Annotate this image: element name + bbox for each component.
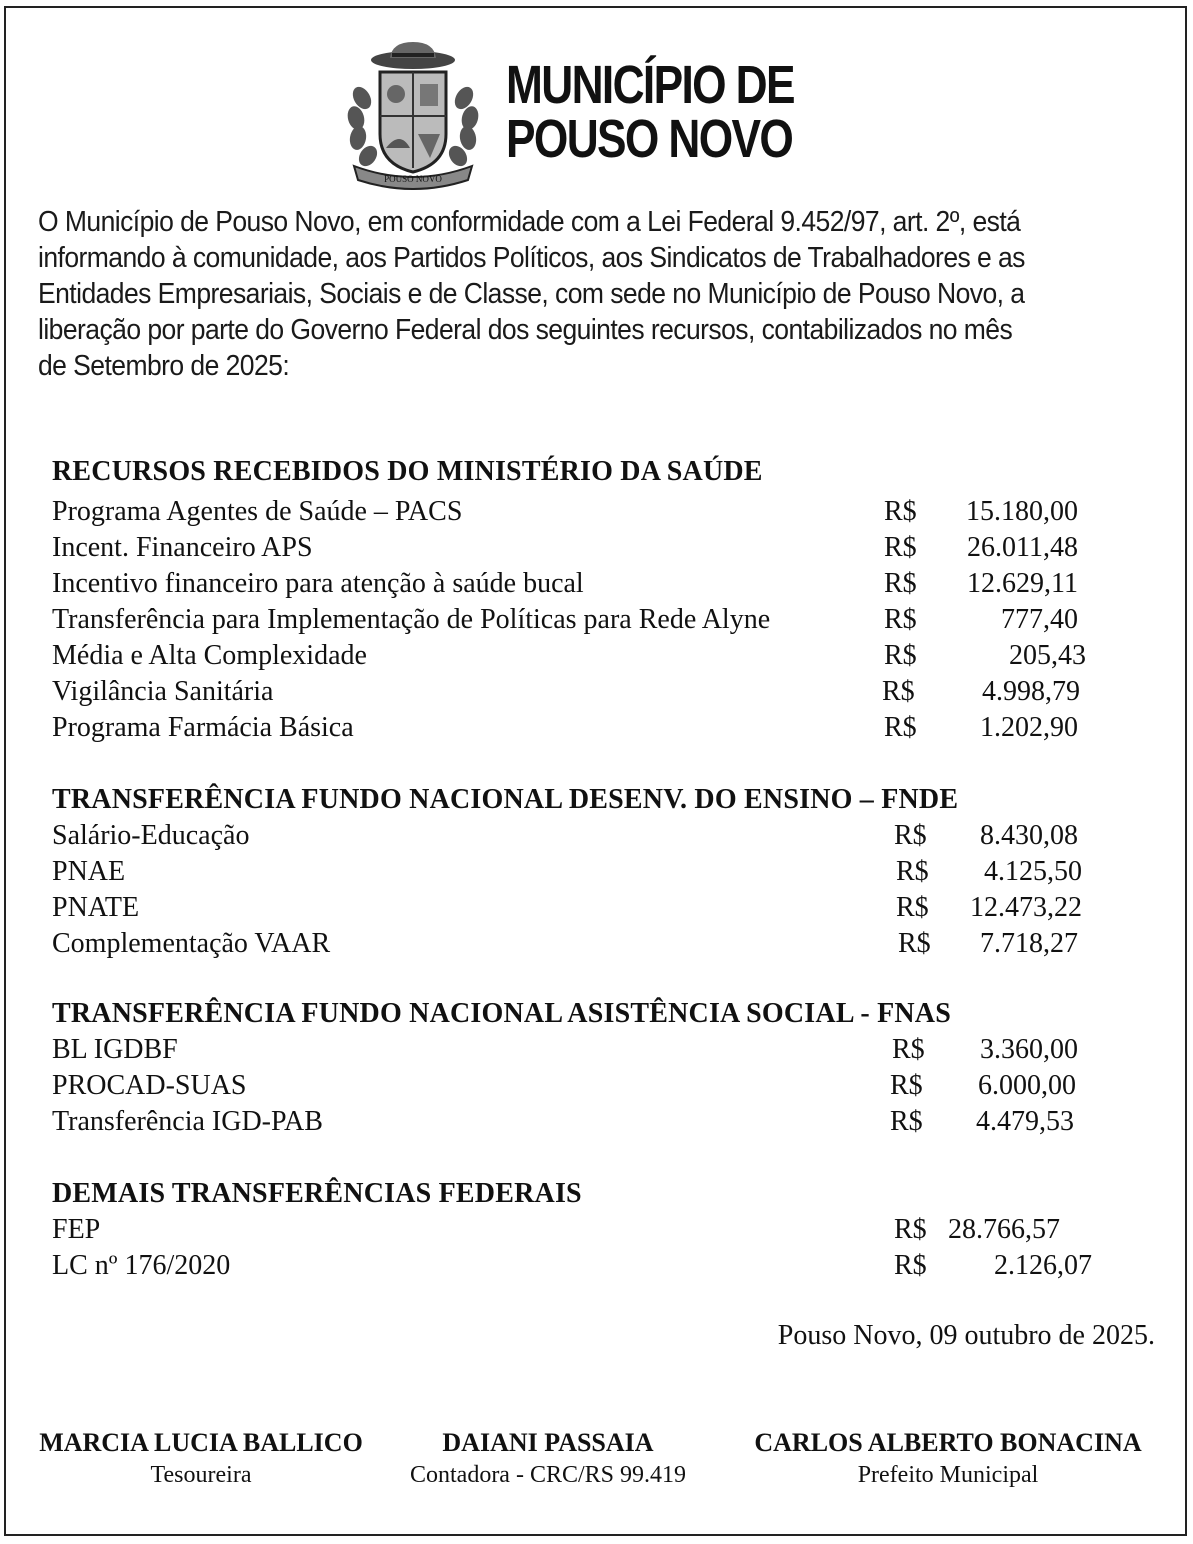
signature-block-prefeito <box>728 1426 1168 1490</box>
signature-role: Prefeito Municipal <box>857 1462 1039 1488</box>
table-row <box>52 638 1185 674</box>
row-label: FEP <box>52 1214 101 1245</box>
intro-line: liberação por parte do Governo Federal dos seguintes recursos, contabilizados no mês <box>38 314 1013 346</box>
intro-line: O Município de Pouso Novo, em conformidade com a Lei Federal 9.452/97, art. 2º, está <box>38 206 1021 238</box>
row-label: LC nº 176/2020 <box>52 1250 231 1281</box>
intro-line: informando à comunidade, aos Partidos Políticos, aos Sindicatos de Trabalhadores e as <box>38 242 1025 274</box>
signature-name: DAIANI PASSAIA <box>442 1428 654 1457</box>
row-amount: 4.479,53 <box>976 1106 1074 1137</box>
intro-paragraph <box>38 204 1176 384</box>
row-amount: 15.180,00 <box>966 496 1078 527</box>
table-row <box>52 710 1185 746</box>
row-amount: 6.000,00 <box>978 1070 1076 1101</box>
row-currency: R$ <box>894 820 927 851</box>
row-currency: R$ <box>896 892 929 923</box>
row-label: Transferência IGD-PAB <box>52 1106 323 1137</box>
row-currency: R$ <box>884 712 917 743</box>
table-row <box>52 674 1185 710</box>
row-label: Salário-Educação <box>52 820 250 851</box>
row-currency: R$ <box>882 676 915 707</box>
row-label: Incent. Financeiro APS <box>52 532 313 563</box>
row-currency: R$ <box>890 1106 923 1137</box>
table-row <box>52 926 1185 962</box>
page-title <box>506 55 794 169</box>
row-currency: R$ <box>898 928 931 959</box>
table-row <box>52 1032 1185 1068</box>
table-row <box>52 890 1185 926</box>
seal-ribbon-text: POUSO NOVO <box>384 174 442 184</box>
row-amount: 12.473,22 <box>970 892 1082 923</box>
row-label: PROCAD-SUAS <box>52 1070 247 1101</box>
table-row <box>52 1104 1185 1140</box>
section-title-saude: RECURSOS RECEBIDOS DO MINISTÉRIO DA SAÚDE <box>52 456 763 487</box>
row-label: Complementação VAAR <box>52 928 331 959</box>
section-title-fnde: TRANSFERÊNCIA FUNDO NACIONAL DESENV. DO ENSINO – FNDE <box>52 784 959 815</box>
signature-name: CARLOS ALBERTO BONACINA <box>754 1428 1142 1457</box>
row-currency: R$ <box>894 1214 927 1245</box>
row-currency: R$ <box>884 640 917 671</box>
row-currency: R$ <box>884 532 917 563</box>
municipal-coat-of-arms-icon <box>340 38 486 190</box>
row-currency: R$ <box>884 496 917 527</box>
table-row <box>52 1212 1185 1248</box>
notice-frame <box>4 6 1187 1536</box>
table-row <box>52 818 1185 854</box>
signature-name: MARCIA LUCIA BALLICO <box>39 1428 363 1457</box>
row-label: Vigilância Sanitária <box>52 676 274 707</box>
row-label: PNAE <box>52 856 126 887</box>
row-amount: 4.998,79 <box>982 676 1080 707</box>
table-row <box>52 1248 1185 1284</box>
row-amount: 28.766,57 <box>948 1214 1060 1245</box>
table-row <box>52 602 1185 638</box>
row-currency: R$ <box>890 1070 923 1101</box>
row-label: BL IGDBF <box>52 1034 178 1065</box>
row-label: Programa Agentes de Saúde – PACS <box>52 496 463 527</box>
row-label: Incentivo financeiro para atenção à saúde bucal <box>52 568 584 599</box>
section-title-demais: DEMAIS TRANSFERÊNCIAS FEDERAIS <box>52 1178 582 1209</box>
row-amount: 2.126,07 <box>994 1250 1092 1281</box>
row-amount: 3.360,00 <box>980 1034 1078 1065</box>
row-amount: 26.011,48 <box>967 532 1078 563</box>
row-currency: R$ <box>884 568 917 599</box>
signature-role: Tesoureira <box>150 1462 252 1488</box>
table-row <box>52 530 1185 566</box>
row-currency: R$ <box>884 604 917 635</box>
row-amount: 1.202,90 <box>980 712 1078 743</box>
title-line-1: MUNICÍPIO DE <box>506 55 794 115</box>
row-currency: R$ <box>894 1250 927 1281</box>
table-row <box>52 494 1185 530</box>
table-row <box>52 1068 1185 1104</box>
signature-role: Contadora - CRC/RS 99.419 <box>409 1462 686 1488</box>
row-currency: R$ <box>892 1034 925 1065</box>
row-amount: 12.629,11 <box>967 568 1078 599</box>
intro-line: Entidades Empresariais, Sociais e de Classe, com sede no Município de Pouso Novo, a <box>38 278 1025 310</box>
intro-line: de Setembro de 2025: <box>38 350 290 382</box>
table-row <box>52 854 1185 890</box>
row-amount: 777,40 <box>1001 604 1078 635</box>
row-label: Programa Farmácia Básica <box>52 712 354 743</box>
row-amount: 7.718,27 <box>980 928 1078 959</box>
title-line-2: POUSO NOVO <box>506 109 793 169</box>
row-amount: 4.125,50 <box>984 856 1082 887</box>
row-currency: R$ <box>896 856 929 887</box>
row-label: PNATE <box>52 892 140 923</box>
row-amount: 205,43 <box>1009 640 1086 671</box>
row-label: Transferência para Implementação de Políticas para Rede Alyne <box>52 604 771 635</box>
signature-block-tesoureira <box>16 1426 386 1490</box>
date-line: Pouso Novo, 09 outubro de 2025. <box>777 1320 1155 1351</box>
table-row <box>52 566 1185 602</box>
signature-block-contadora <box>368 1426 728 1490</box>
row-amount: 8.430,08 <box>980 820 1078 851</box>
section-title-fnas: TRANSFERÊNCIA FUNDO NACIONAL ASISTÊNCIA SOCIAL - FNAS <box>52 998 951 1029</box>
row-label: Média e Alta Complexidade <box>52 640 367 671</box>
